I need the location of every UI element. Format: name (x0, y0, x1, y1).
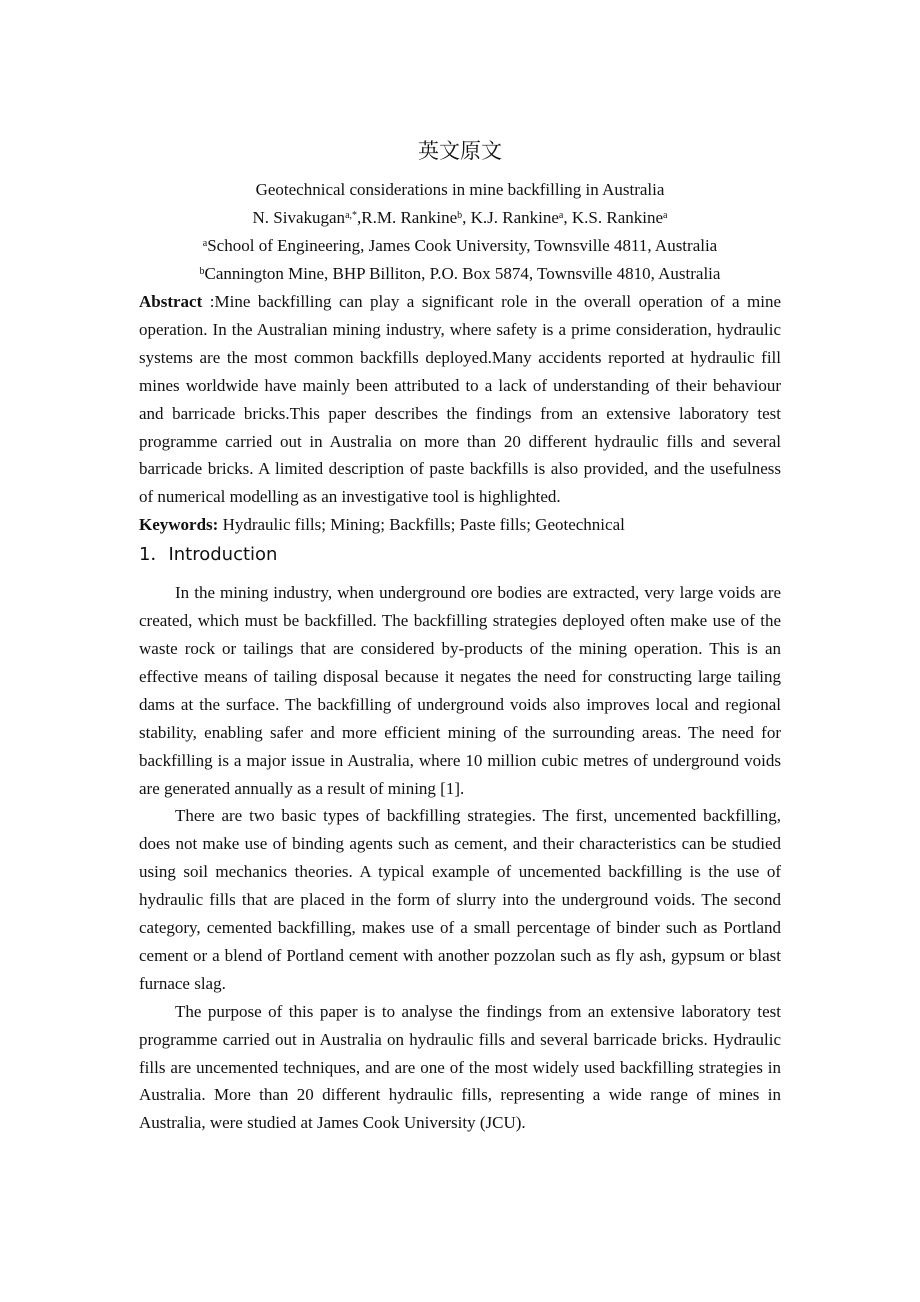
body-paragraph: The purpose of this paper is to analyse the findings from an extensive laboratory test programme carried out in Australia on hydraulic fills and several barricade bricks. Hydraulic fills are uncemented techniques, and are one of the most widely used backfilling strategies in Australia. More than 20 different hydraulic fills, representing a wide range of mines in Australia, were studied at James Cook University (JCU). (139, 1001, 781, 1133)
affiliation-text: School of Engineering, James Cook University, Townsville 4811, Australia (207, 236, 718, 255)
paper-title: Geotechnical considerations in mine backfilling in Australia (255, 180, 665, 199)
chinese-heading: 英文原文 (418, 139, 502, 163)
affiliation-a (139, 232, 781, 260)
affiliation-text: Cannington Mine, BHP Billiton, P.O. Box 5874, Townsville 4810, Australia (204, 264, 721, 283)
document-page (139, 132, 781, 1137)
author-line (139, 204, 781, 232)
author-sup: b (457, 210, 463, 221)
keywords-text: Hydraulic fills; Mining; Backfills; Paste fills; Geotechnical (218, 515, 625, 535)
body-paragraph: There are two basic types of backfilling strategies. The first, uncemented backfilling, does not make use of binding agents such as cement, and their characteristics can be studied using soil mechanics theories. A typical example of uncemented backfilling is the use of hydraulic fills that are placed in the form of slurry into the underground voids. The second category, cemented backfilling, makes use of a small percentage of binder such as Portland cement or a blend of Portland cement with another pozzolan such as fly ash, gypsum or blast furnace slag. (139, 806, 781, 993)
affiliation-b (139, 260, 781, 288)
author-name: ,R.M. Rankine (357, 208, 458, 227)
affiliation-sup: b (199, 266, 205, 277)
author-name: , K.J. Rankine (462, 208, 559, 227)
affiliation-sup: a (202, 238, 208, 249)
author-sup: a (558, 210, 564, 221)
abstract-label: Abstract (139, 292, 203, 311)
author-name: , K.S. Rankine (563, 208, 664, 227)
author-sup: a,* (345, 210, 358, 221)
author-sup: a (663, 210, 668, 221)
keywords-label: Keywords: (139, 515, 219, 535)
body-paragraph: In the mining industry, when underground ore bodies are extracted, very large voids are created, which must be backfilled. The backfilling strategies deployed often make use of the waste rock or tailings that are considered by-products of the mining operation. This is an effective means of tailing disposal because it negates the need for constructing large tailing dams at the surface. The backfilling of underground voids also improves local and regional stability, enabling safer and more efficient mining of the surrounding areas. The need for backfilling is a major issue in Australia, where 10 million cubic metres of underground voids are generated annually as a result of mining [1]. (139, 583, 781, 798)
abstract (139, 288, 781, 511)
abstract-text: :Mine backfilling can play a significant role in the overall operation of a mine operation. In the Australian mining industry, where safety is a prime consideration, hydraulic systems are the most common backfills deployed.Many accidents reported at hydraulic fill mines worldwide have mainly been attributed to a lack of understanding of their behaviour and barricade bricks.This paper describes the findings from an extensive laboratory test programme carried out in Australia on more than 20 different hydraulic fills and several barricade bricks. A limited description of paste backfills is also provided, and the usefulness of numerical modelling as an investigative tool is highlighted. (139, 292, 781, 507)
author-name: N. Sivakugan (252, 208, 346, 227)
section-heading-introduction: 1．Introduction (139, 544, 278, 566)
keywords (139, 511, 781, 539)
